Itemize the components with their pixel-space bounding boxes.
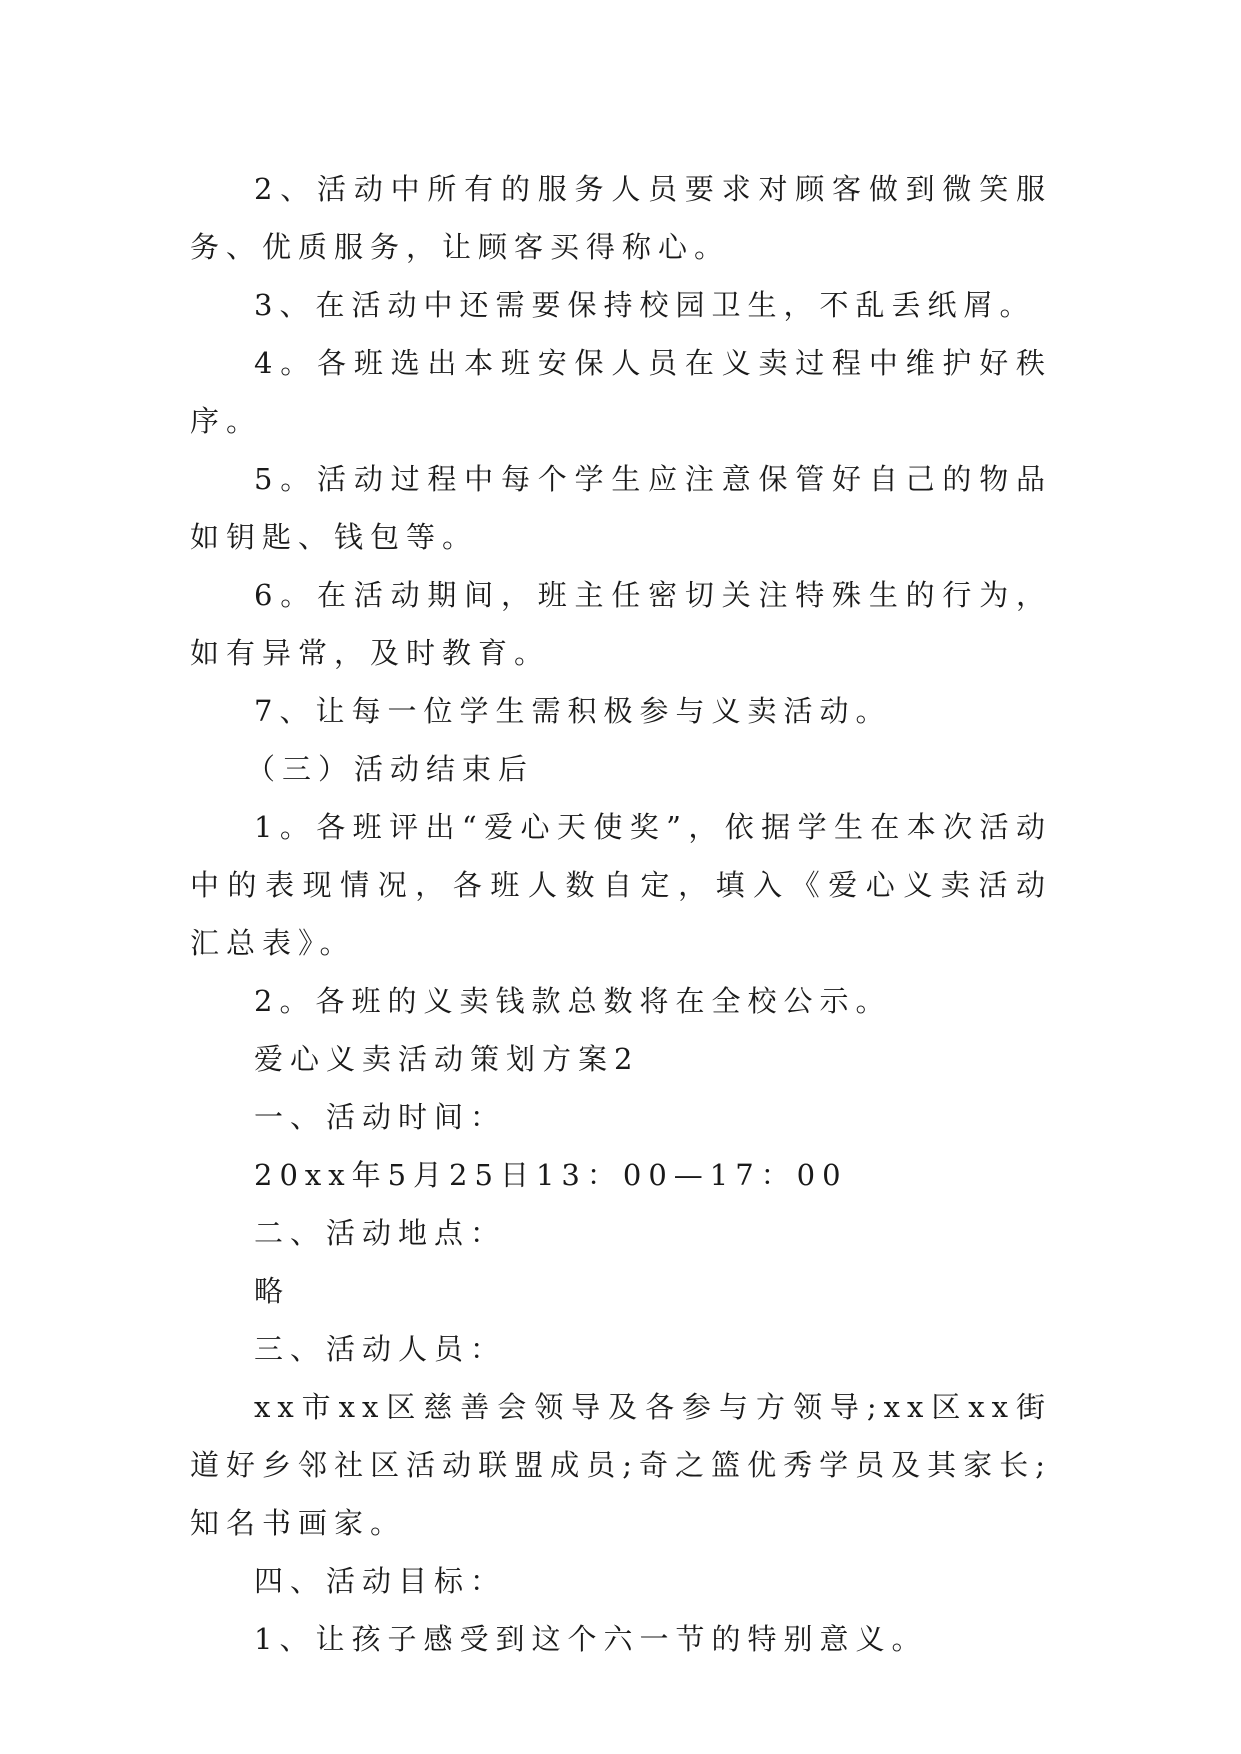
document-title: 爱心义卖活动策划方案2: [254, 1042, 640, 1076]
document-page: [190, 160, 1052, 1668]
section-heading: 四、活动目标：: [254, 1564, 507, 1598]
section-heading: 三、活动人员：: [254, 1332, 507, 1366]
paragraph: 6。在活动期间，班主任密切关注特殊生的行为，如有异常，及时教育。: [190, 578, 1052, 670]
paragraph: 3、在活动中还需要保持校园卫生，不乱丢纸屑。: [254, 288, 1036, 322]
section-heading: 二、活动地点：: [254, 1216, 507, 1250]
paragraph: 2、活动中所有的服务人员要求对顾客做到微笑服务、优质服务，让顾客买得称心。: [190, 172, 1052, 264]
paragraph: 7、让每一位学生需积极参与义卖活动。: [254, 694, 892, 728]
paragraph: 略: [254, 1274, 291, 1308]
paragraph: xx市xx区慈善会领导及各参与方领导;xx区xx街道好乡邻社区活动联盟成员;奇之篮优秀学员及其家长;知名书画家。: [190, 1390, 1052, 1540]
paragraph: 2。各班的义卖钱款总数将在全校公示。: [254, 984, 892, 1018]
paragraph: 1。各班评出“爱心天使奖”，依据学生在本次活动中的表现情况，各班人数自定，填入《爱心义卖活动汇总表》。: [190, 810, 1052, 960]
paragraph: 5。活动过程中每个学生应注意保管好自己的物品如钥匙、钱包等。: [190, 462, 1052, 554]
section-heading: （三）活动结束后: [246, 752, 535, 786]
paragraph: 1、让孩子感受到这个六一节的特别意义。: [254, 1622, 928, 1656]
paragraph: 4。各班选出本班安保人员在义卖过程中维护好秩序。: [190, 346, 1052, 438]
paragraph: 20xx年5月25日13：00—17：00: [254, 1158, 848, 1192]
section-heading: 一、活动时间：: [254, 1100, 507, 1134]
